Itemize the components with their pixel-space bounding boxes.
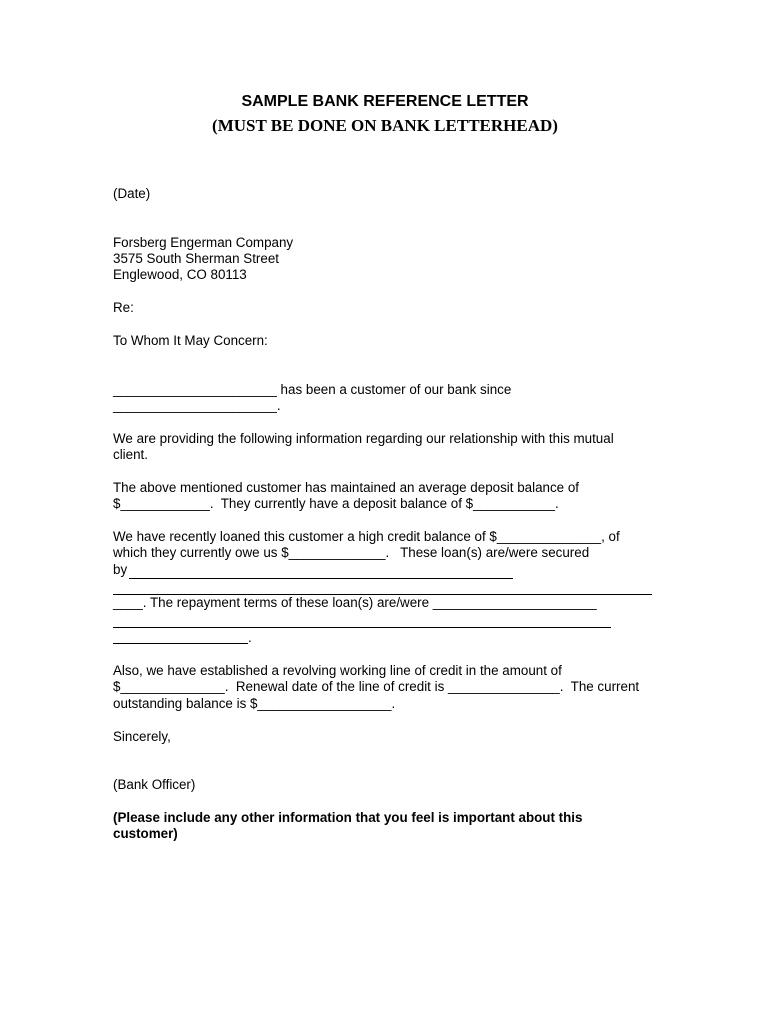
para4-line4: ____. The repayment terms of these loan(s) are/were ______________________ [113,595,597,610]
note-line1: (Please include any other information that you feel is important about this [113,810,583,825]
repayment-terms-blank-2 [113,643,248,644]
para3-line1: The above mentioned customer has maintained an average deposit balance of [113,480,579,495]
para5-line2: $______________. Renewal date of the line of credit is _______________. The current [113,679,640,694]
address-line-city: Englewood, CO 80113 [113,267,247,282]
bank-officer-placeholder: (Bank Officer) [113,777,196,792]
letter-subtitle: (MUST BE DONE ON BANK LETTERHEAD) [212,116,558,135]
repayment-terms-blank-1 [113,627,611,628]
para3-line2: $____________. They currently have a deposit balance of $___________. [113,496,559,511]
para4-line5-period: . [248,630,252,645]
re-line: Re: [113,300,134,315]
date-placeholder: (Date) [113,186,151,201]
letter-title: SAMPLE BANK REFERENCE LETTER [241,93,529,110]
closing: Sincerely, [113,729,171,744]
para5-line1: Also, we have established a revolving working line of credit in the amount of [113,663,562,678]
para4-line3: by [113,562,128,577]
para4-line1: We have recently loaned this customer a high credit balance of $______________, of [113,529,620,544]
secured-by-blank-1 [129,578,513,579]
para2-line2: client. [113,447,148,462]
para2-line1: We are providing the following information regarding our relationship with this mutual [113,431,614,446]
address-line-company: Forsberg Engerman Company [113,235,294,250]
salutation: To Whom It May Concern: [113,333,268,348]
address-line-street: 3575 South Sherman Street [113,251,280,266]
para1-line1: ______________________ has been a customer of our bank since [113,382,512,397]
para1-line2: ______________________. [113,398,281,413]
note-line2: customer) [113,826,178,841]
para4-line2: which they currently owe us $_____________. These loan(s) are/were secured [113,545,590,560]
para5-line3: outstanding balance is $__________________. [113,696,396,711]
